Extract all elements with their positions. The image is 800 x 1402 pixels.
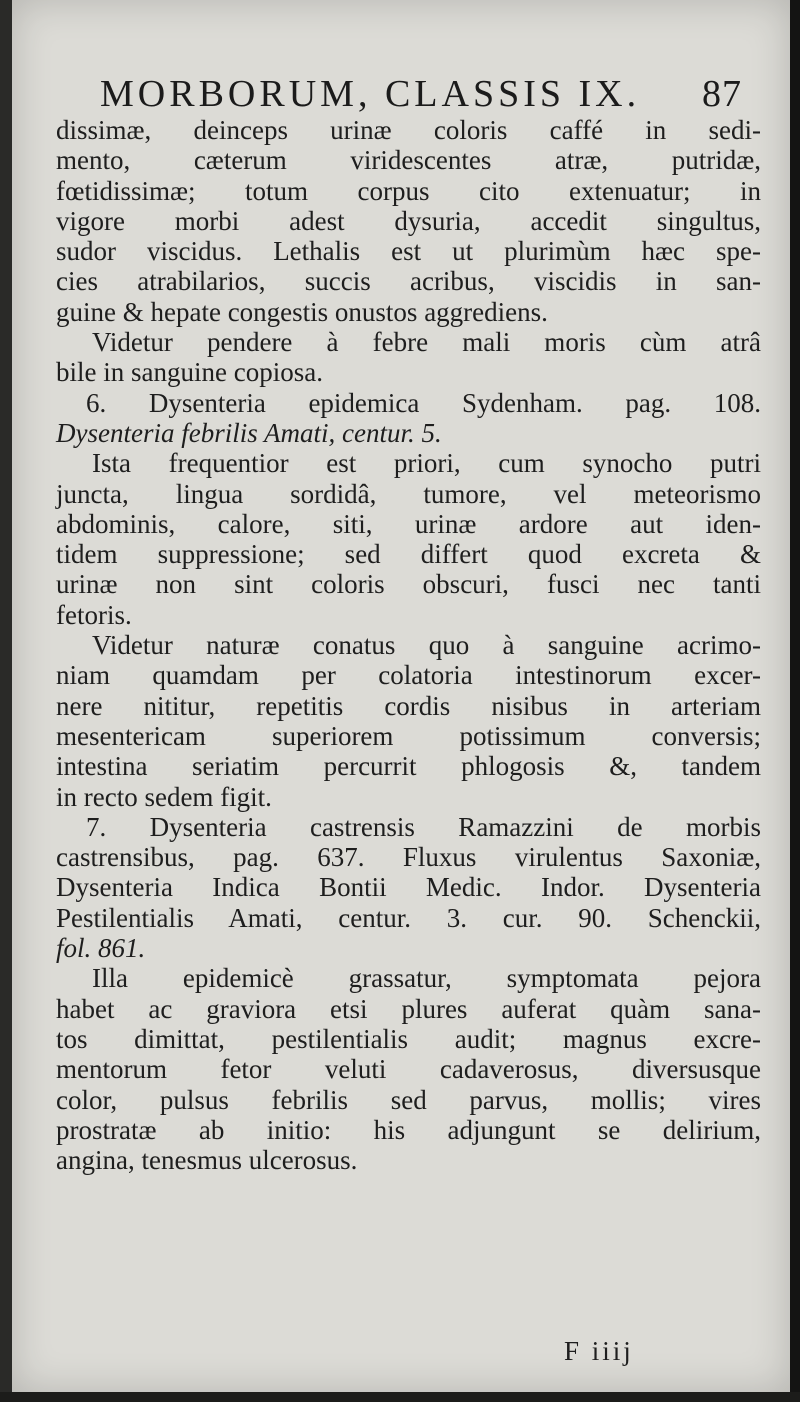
text-line: cies atrabilarios, succis acribus, viscidis in san- — [56, 266, 761, 297]
text-line: tos dimittat, pestilentialis audit; magnus excre- — [56, 1023, 761, 1054]
scan-border-bottom — [0, 1392, 800, 1402]
synonym-line: Dysenteria Indica Bontii Medic. Indor. Dysenteria — [56, 872, 761, 903]
text-line: mento, cæterum viridescentes atræ, putridæ, — [56, 145, 761, 176]
text-line: Illa epidemicè grassatur, symptomata pejora — [92, 963, 761, 994]
text-line: guine & hepate congestis onustos aggrediens. — [56, 296, 548, 327]
species-heading: 6. Dysenteria epidemica Sydenham. pag. 108. — [86, 387, 761, 418]
text-line: juncta, lingua sordidâ, tumore, vel meteorismo — [56, 478, 761, 509]
text-line: abdominis, calore, siti, urinæ ardore aut iden- — [56, 508, 761, 539]
text-line: fœtidissimæ; totum corpus cito extenuatur; in — [56, 175, 761, 206]
text-line: niam quamdam per colatoria intestinorum excer- — [56, 660, 761, 691]
text-line: in recto sedem figit. — [56, 781, 272, 812]
species-heading: 7. Dysenteria castrensis Ramazzini de morbis — [86, 811, 761, 842]
text-line: sudor viscidus. Lethalis est ut plurimùm hæc spe- — [56, 236, 761, 267]
text-line: mesentericam superiorem potissimum conversis; — [56, 720, 761, 751]
signature-mark: F iiij — [564, 1336, 634, 1366]
running-title: MORBORUM, CLASSIS IX. — [100, 73, 641, 115]
text-line: prostratæ ab initio: his adjungunt se delirium, — [56, 1114, 761, 1145]
text-line: nere nititur, repetitis cordis nisibus in arteriam — [56, 690, 761, 721]
text-line: urinæ non sint coloris obscuri, fusci nec tanti — [56, 569, 761, 600]
text-line: bile in sanguine copiosa. — [56, 357, 323, 388]
text-line: Videtur naturæ conatus quo à sanguine acrimo- — [92, 630, 761, 661]
text-line: tidem suppressione; sed differt quod excreta & — [56, 539, 761, 570]
scan-border-right — [790, 0, 800, 1402]
text-line: color, pulsus febrilis sed parvus, mollis; vires — [56, 1084, 761, 1115]
page-number: 87 — [702, 73, 742, 115]
body-text — [56, 115, 761, 1175]
synonym-line: Pestilentialis Amati, centur. 3. cur. 90. Schenckii, — [56, 902, 761, 933]
synonym-line: castrensibus, pag. 637. Fluxus virulentus Saxoniæ, — [56, 842, 761, 873]
text-line: intestina seriatim percurrit phlogosis &, tandem — [56, 751, 761, 782]
text-line: vigore morbi adest dysuria, accedit singultus, — [56, 205, 761, 236]
synonym-line: fol. 861. — [56, 933, 146, 964]
text-line: habet ac graviora etsi plures auferat quàm sana- — [56, 993, 761, 1024]
synonym-line: Dysenteria febrilis Amati, centur. 5. — [56, 417, 442, 448]
text-line: angina, tenesmus ulcerosus. — [56, 1145, 358, 1176]
text-line: Ista frequentior est priori, cum synocho putri — [92, 448, 761, 479]
text-line: fetoris. — [56, 599, 132, 630]
text-line: Videtur pendere à febre mali moris cùm atrâ — [92, 327, 761, 358]
text-line: dissimæ, deinceps urinæ coloris caffé in sedi- — [56, 115, 761, 145]
text-line: mentorum fetor veluti cadaverosus, diversusque — [56, 1054, 761, 1085]
